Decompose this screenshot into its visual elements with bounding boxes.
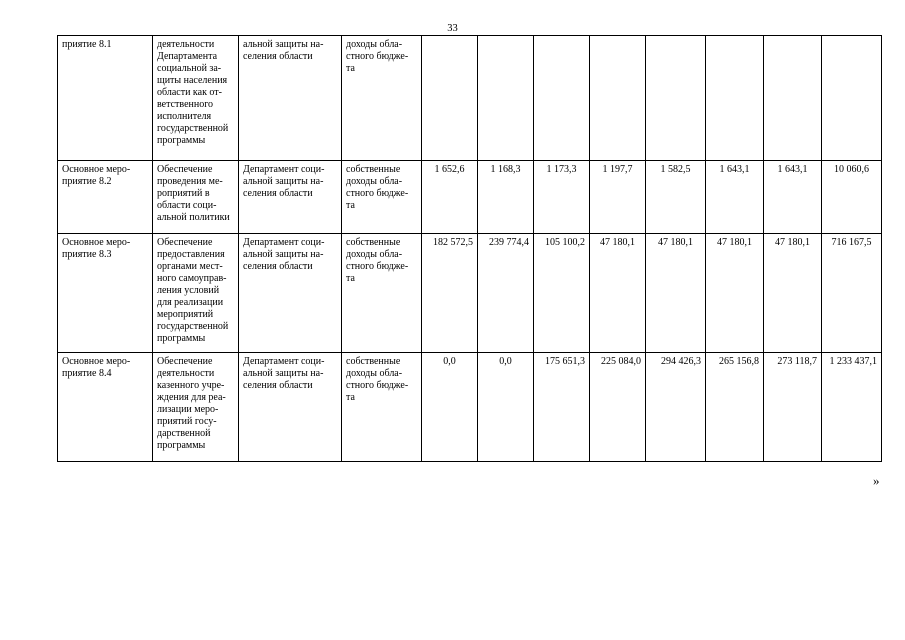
value-cell	[706, 36, 764, 161]
value-cell	[478, 36, 534, 161]
value-cell: 0,0	[422, 353, 478, 462]
measure-cell: Основное меро- приятие 8.3	[58, 234, 153, 353]
value-cell: 47 180,1	[706, 234, 764, 353]
closing-quote-mark: »	[873, 473, 880, 488]
value-cell: 1 197,7	[590, 161, 646, 234]
budget-table	[57, 35, 882, 462]
description-cell: Обеспечение деятельности казенного учре- ждения для реа- лизации меро- приятий госу- дарственной программы	[153, 353, 239, 462]
total-cell	[822, 36, 882, 161]
source-cell: собственные доходы обла- стного бюдже- та	[342, 234, 422, 353]
executor-cell: альной защиты на- селения области	[239, 36, 342, 161]
value-cell: 273 118,7	[764, 353, 822, 462]
table-row	[58, 234, 882, 353]
value-cell	[646, 36, 706, 161]
value-cell: 1 173,3	[534, 161, 590, 234]
value-cell: 182 572,5	[422, 234, 478, 353]
value-cell: 1 652,6	[422, 161, 478, 234]
measure-cell: Основное меро- приятие 8.4	[58, 353, 153, 462]
total-cell: 716 167,5	[822, 234, 882, 353]
value-cell: 47 180,1	[764, 234, 822, 353]
measure-cell: Основное меро- приятие 8.2	[58, 161, 153, 234]
page-number: 33	[447, 23, 458, 34]
value-cell: 265 156,8	[706, 353, 764, 462]
value-cell: 47 180,1	[590, 234, 646, 353]
total-cell: 10 060,6	[822, 161, 882, 234]
value-cell: 294 426,3	[646, 353, 706, 462]
table-row	[58, 161, 882, 234]
source-cell: собственные доходы обла- стного бюдже- та	[342, 161, 422, 234]
value-cell: 105 100,2	[534, 234, 590, 353]
executor-cell: Департамент соци- альной защиты на- селения области	[239, 234, 342, 353]
executor-cell: Департамент соци- альной защиты на- селения области	[239, 161, 342, 234]
source-cell: доходы обла- стного бюдже- та	[342, 36, 422, 161]
description-cell: деятельности Департамента социальной за- щиты населения области как от- ветственного исполнителя государственной программы	[153, 36, 239, 161]
measure-cell: приятие 8.1	[58, 36, 153, 161]
value-cell: 225 084,0	[590, 353, 646, 462]
value-cell: 1 168,3	[478, 161, 534, 234]
value-cell: 1 582,5	[646, 161, 706, 234]
value-cell: 1 643,1	[764, 161, 822, 234]
value-cell: 239 774,4	[478, 234, 534, 353]
description-cell: Обеспечение проведения ме- роприятий в области соци- альной политики	[153, 161, 239, 234]
value-cell: 175 651,3	[534, 353, 590, 462]
source-cell: собственные доходы обла- стного бюдже- та	[342, 353, 422, 462]
total-cell: 1 233 437,1	[822, 353, 882, 462]
value-cell	[534, 36, 590, 161]
table-row	[58, 353, 882, 462]
value-cell: 0,0	[478, 353, 534, 462]
value-cell: 47 180,1	[646, 234, 706, 353]
executor-cell: Департамент соци- альной защиты на- селения области	[239, 353, 342, 462]
value-cell	[590, 36, 646, 161]
value-cell	[422, 36, 478, 161]
table-row	[58, 36, 882, 161]
description-cell: Обеспечение предоставления органами мест- ного самоуправ- ления условий для реализации мероприятий государственной программы	[153, 234, 239, 353]
value-cell: 1 643,1	[706, 161, 764, 234]
value-cell	[764, 36, 822, 161]
